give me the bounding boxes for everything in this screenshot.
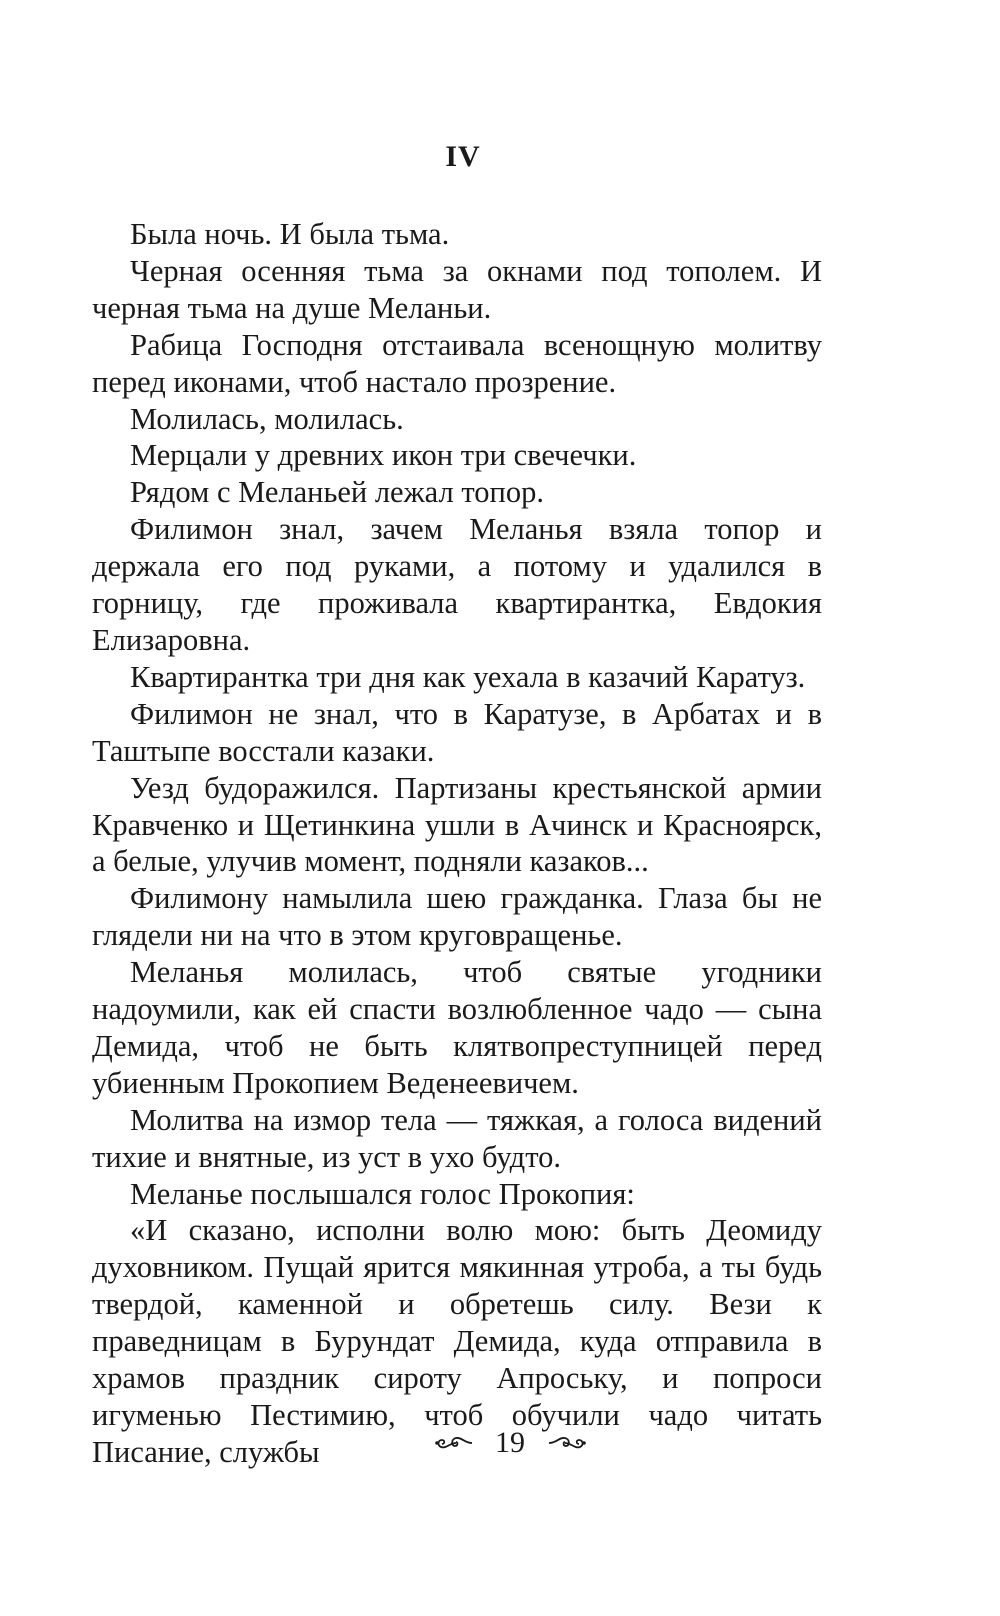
book-page — [92, 140, 822, 1471]
paragraph: Филимон не знал, что в Каратузе, в Арбатах и в Таштыпе восстали казаки. — [92, 696, 822, 768]
paragraph: Филимон знал, зачем Меланья взяла топор и держала его под руками, а потому и удалился в горницу, где проживала квартирантка, Евдокия Елизаровна. — [92, 512, 822, 657]
paragraph: Была ночь. И была тьма. — [130, 217, 450, 251]
page-number: 19 — [495, 1426, 525, 1460]
floral-ornament-right-icon — [547, 1434, 587, 1452]
paragraph: Меланья молилась, чтоб святые угодники надоумили, как ей спасти возлюбленное чадо — сына Демида, чтоб не быть клятвопреступницей перед убиенным Прокопием Веденеевичем. — [92, 955, 822, 1100]
paragraph: Черная осенняя тьма за окнами под тополем. И черная тьма на душе Меланьи. — [92, 253, 822, 325]
paragraph: Филимону намылила шею гражданка. Глаза бы не глядели ни на что в этом круговращенье. — [92, 881, 822, 953]
body-text — [92, 216, 822, 1471]
chapter-heading: IV — [445, 140, 481, 173]
paragraph: Меланье послышался голос Прокопия: — [130, 1176, 635, 1211]
paragraph: Молитва на измор тела — тяжкая, а голоса видений тихие и внятные, из уст в ухо будто. — [92, 1102, 822, 1174]
page-footer — [0, 1424, 1000, 1460]
paragraph: Рядом с Меланьей лежал топор. — [130, 475, 544, 510]
paragraph: Мерцали у древних икон три свечечки. — [130, 438, 637, 473]
paragraph: «И сказано, исполни волю мою: быть Деомиду духовником. Пущай ярится мякинная утроба, а ты будь твердой, каменной и обретешь силу. Вези к праведницам в Бурундат Демида, куда отправила в храмов праздник сироту Апроську, и попроси игуменью Пестимию, чтоб обучили чадо читать Писание, службы — [92, 1213, 822, 1469]
paragraph: Уезд будоражился. Партизаны крестьянской армии Кравченко и Щетинкина ушли в Ачинск и Красноярск, а белые, улучив момент, подняли казаков... — [92, 770, 822, 879]
paragraph: Квартирантка три дня как уехала в казачий Каратуз. — [130, 659, 806, 694]
paragraph: Рабица Господня отстаивала всенощную молитву перед иконами, чтоб настало прозрение. — [92, 327, 822, 399]
paragraph: Молилась, молилась. — [130, 401, 404, 436]
floral-ornament-left-icon — [434, 1434, 474, 1452]
